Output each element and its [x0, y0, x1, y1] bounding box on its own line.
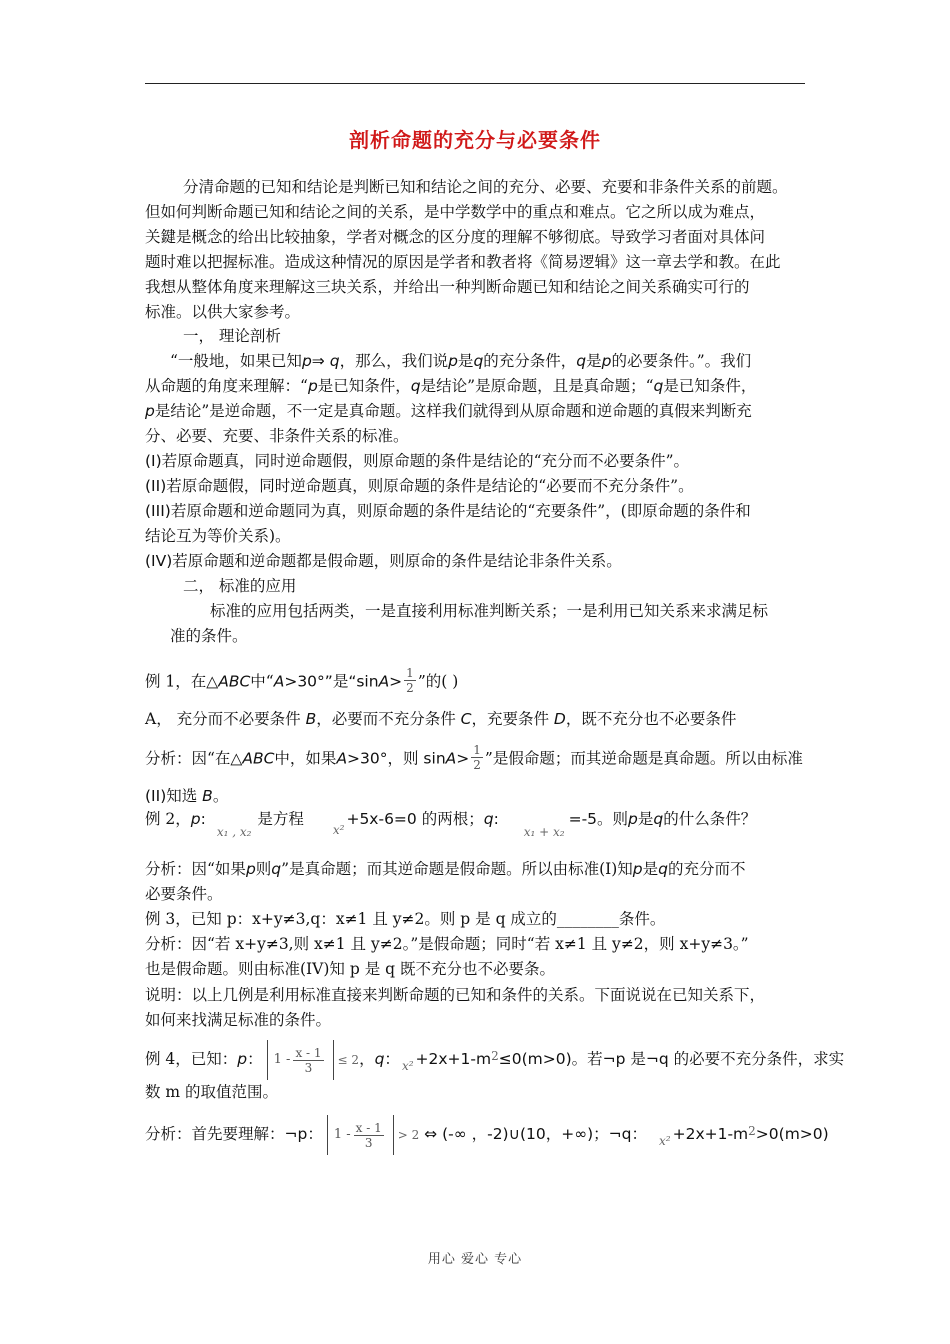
example-1-analysis: 分析：因“在△ABC中，如果A>30°，则 sinA> $\frac{1}{2}$ ”是假命题；而其逆命题是真命题。所以由标准	[145, 743, 803, 772]
example-2-analysis-cont: 必要条件。	[145, 885, 223, 903]
theory-line: “一般地，如果已知p⇒ q，那么，我们说p是q的充分条件，q是p的必要条件。”。我们	[170, 352, 752, 370]
theory-line: p是结论”是逆命题，不一定是真命题。这样我们就得到从原命题和逆命题的真假来判断充	[145, 402, 752, 420]
intro-line: 题时难以把握标准。造成这种情况的原因是学者和教者将《简易逻辑》这一章去学和教。在此	[145, 253, 781, 271]
example-3-analysis-cont: 也是假命题。则由标准(IV)知 p 是 q 既不充分也不必要条。	[145, 960, 555, 978]
rule-1: (I)若原命题真，同时逆命题假，则原命题的条件是结论的“充分而不必要条件”。	[145, 452, 690, 470]
example-4-cont: 数 m 的取值范围。	[145, 1083, 279, 1101]
fraction: $\frac{1}{2}$	[473, 743, 481, 772]
example-4: 例 4，已知：p： 1 - $\frac{x - 1}{3}$ ≤ 2，q： $_{x^2} +2x+1-m^2\le 0(m>0)$。若¬p 是¬q 的必要不充分条件，求实	[145, 1040, 844, 1080]
rule-3-cont: 结论互为等价关系)。	[145, 527, 291, 545]
example-2: 例 2，p: $_{x_1 , x_2}$是方程 $_{x^2}$+5x-6=0 的两根；q: $_{x_1 + x_2}$=-5。则p是q的什么条件？	[145, 810, 757, 839]
section-heading: 一， 理论剖析	[183, 327, 281, 345]
page-title: 剖析命题的充分与必要条件	[349, 128, 601, 152]
page-footer: 用心 爱心 专心	[427, 1252, 523, 1267]
note-line: 说明：以上几例是利用标准直接来判断命题的已知和条件的关系。下面说说在已知关系下，	[145, 986, 766, 1004]
example-1-analysis-cont: (II)知选 B。	[145, 787, 229, 805]
example-1: 例 1，在△ABC中“A>30°”是“sinA> $\frac{1}{2}$ ”的( )	[145, 666, 459, 695]
intro-line: 关鍵是概念的给出比较抽象，学者对概念的区分度的理解不够彻底。导致学习者面对具体问	[145, 228, 766, 246]
example-1-options: A， 充分而不必要条件 B，必要而不充分条件 C，充要条件 D，既不充分也不必要条件	[145, 710, 737, 728]
intro-line: 标准。以供大家参考。	[145, 303, 301, 321]
application-line: 标准的应用包括两类，一是直接利用标准判断关系；一是利用已知关系来求满足标	[210, 602, 769, 620]
example-4-analysis: 分析：首先要理解：¬p： 1 - $\frac{x - 1}{3}$ > 2 ⇔ (-∞ ，-2)∪(10，+∞)；¬q： $_{x^2} +2x+1-m^2>0(m>0)$	[145, 1115, 829, 1155]
example-3-analysis: 分析：因“若 x+y≠3,则 x≠1 且 y≠2。”是假命题；同时“若 x≠1 且 y≠2，则 x+y≠3。”	[145, 935, 749, 953]
application-line: 准的条件。	[170, 627, 248, 645]
theory-line: 分、必要、充要、非条件关系的标准。	[145, 427, 409, 445]
intro-line: 但如何判断命题已知和结论之间的关系，是中学数学中的重点和难点。它之所以成为难点，	[145, 203, 766, 221]
rule-2: (II)若原命题假，同时逆命题真，则原命题的条件是结论的“必要而不充分条件”。	[145, 477, 694, 495]
section-heading: 二， 标准的应用	[183, 577, 297, 595]
example-3: 例 3，已知 p：x+y≠3,q：x≠1 且 y≠2。则 p 是 q 成立的________条件。	[145, 910, 666, 928]
note-line: 如何来找满足标准的条件。	[145, 1011, 332, 1029]
absolute-value: 1 - $\frac{x - 1}{3}$	[327, 1115, 394, 1155]
example-2-analysis: 分析：因“如果p则q”是真命题；而其逆命题是假命题。所以由标准(I)知p是q的充分而不	[145, 860, 746, 878]
rule-3: (III)若原命题和逆命题同为真，则原命题的条件是结论的“充要条件”，(即原命题的条件和	[145, 502, 751, 520]
theory-line: 从命题的角度来理解：“p是已知条件，q是结论”是原命题，且是真命题；“q是已知条件，	[145, 377, 757, 395]
rule-4: (IV)若原命题和逆命题都是假命题，则原命的条件是结论非条件关系。	[145, 552, 622, 570]
intro-line: 我想从整体角度来理解这三块关系，并给出一种判断命题已知和结论之间关系确实可行的	[145, 278, 750, 296]
intro-line: 分清命题的已知和结论是判断已知和结论之间的充分、必要、充要和非条件关系的前题。	[183, 178, 788, 196]
absolute-value: 1 - $\frac{x - 1}{3}$	[267, 1040, 334, 1080]
header-rule	[145, 83, 805, 84]
fraction: $\frac{1}{2}$	[406, 666, 414, 695]
